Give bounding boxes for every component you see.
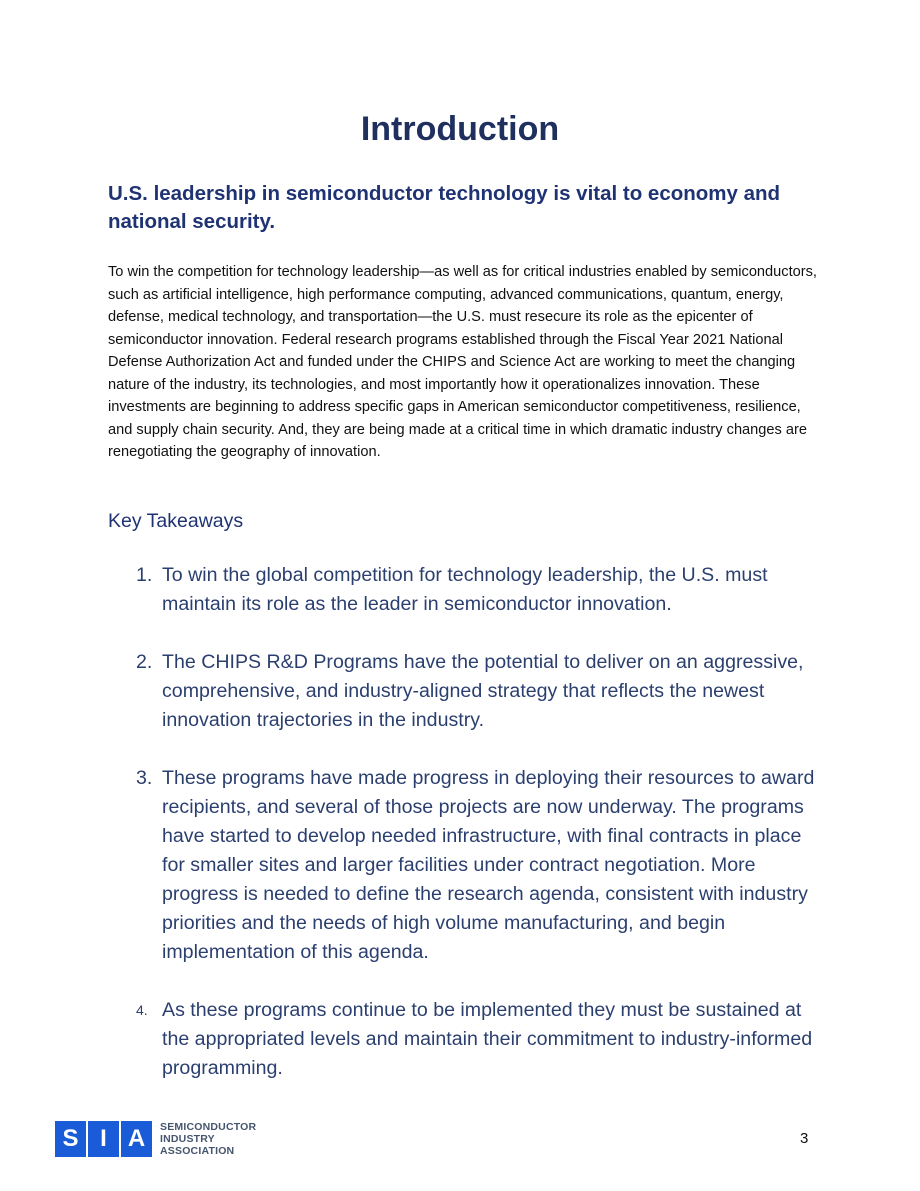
takeaway-item [108,648,820,735]
logo-letter-s: S [55,1121,86,1157]
takeaway-text: The CHIPS R&D Programs have the potential to deliver on an aggressive, comprehensive, and industry-aligned strategy that reflects the newest innovation trajectories in the industry. [162,651,804,731]
logo-wordmark [160,1121,256,1157]
takeaway-number: 1. [136,564,153,586]
takeaways-list [108,561,820,1112]
page-title: Introduction [360,110,560,148]
sia-logo [55,1121,256,1157]
section-subheading: U.S. leadership in semiconductor technology is vital to economy and national security. [108,182,781,233]
takeaway-text: As these programs continue to be implemented they must be sustained at the appropriated levels and maintain their commitment to industry-informed programming. [162,999,813,1079]
takeaway-number: 2. [136,651,153,673]
takeaway-text: To win the global competition for technology leadership, the U.S. must maintain its role as the leader in semiconductor innovation. [162,564,768,615]
logo-letter-i: I [88,1121,119,1157]
takeaway-item [108,561,820,619]
logo-line: SEMICONDUCTOR [160,1121,257,1133]
logo-line: INDUSTRY [160,1133,215,1145]
takeaway-number: 4. [136,1002,148,1018]
logo-letter-a: A [121,1121,152,1157]
takeaway-item [108,996,820,1083]
takeaway-item [108,764,820,967]
logo-line: ASSOCIATION [160,1145,235,1157]
takeaway-number: 3. [136,767,153,789]
takeaway-text: These programs have made progress in deploying their resources to award recipients, and several of those projects are now underway. The programs have started to develop needed infrastructure, with final contracts in place for smaller sites and larger facilities under contract negotiation. More progress is needed to define the research agenda, consistent with industry priorities and the needs of high volume manufacturing, and begin implementation of this agenda. [162,767,815,963]
key-takeaways-heading: Key Takeaways [108,510,244,532]
page-number: 3 [800,1130,809,1147]
intro-paragraph: To win the competition for technology leadership—as well as for critical industries enabled by semiconductors, such as artificial intelligence, high performance computing, advanced communications, quantum, energy, defense, medical technology, and transportation—the U.S. must resecure its role as the epicenter of semiconductor innovation. Federal research programs established through the Fiscal Year 2021 National Defense Authorization Act and funded under the CHIPS and Science Act are working to meet the changing nature of the industry, its technologies, and most importantly how it operationalizes innovation. These investments are beginning to address specific gaps in American semiconductor competitiveness, resilience, and supply chain security. And, they are being made at a critical time in which dramatic industry changes are renegotiating the geography of innovation. [108,264,817,460]
